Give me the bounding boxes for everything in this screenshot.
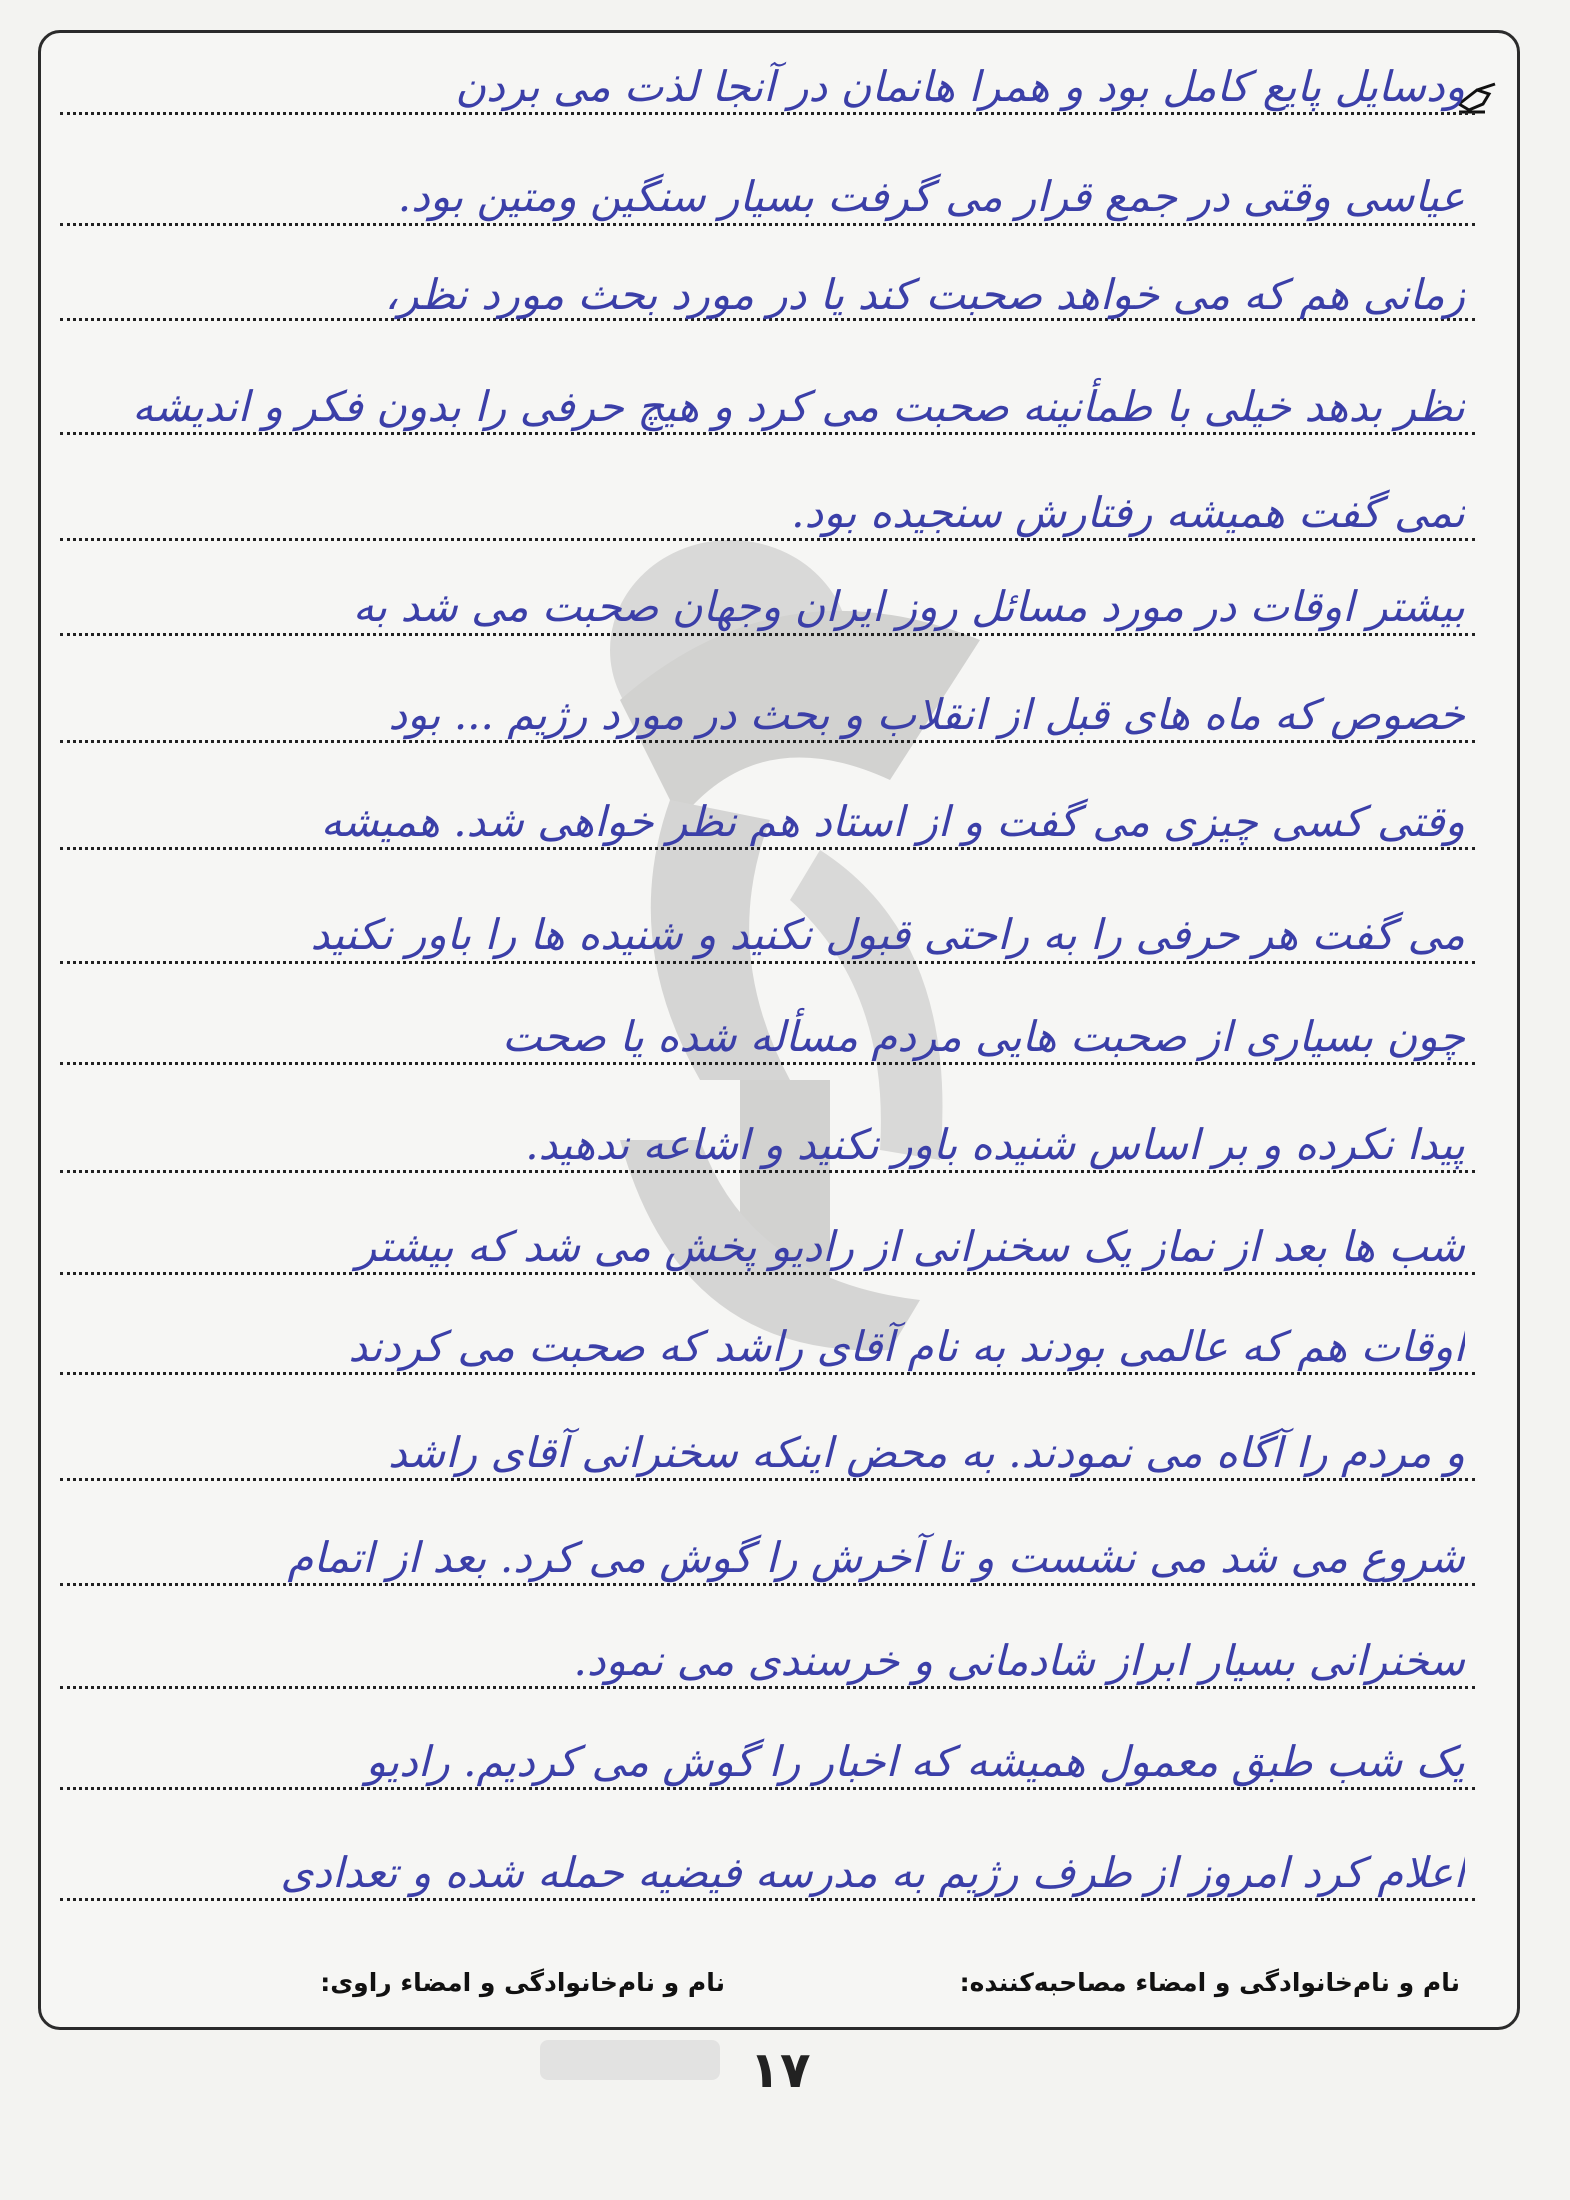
handwritten-line: سخنرانی بسیار ابراز شادمانی و خرسندی می نمود. (573, 1636, 1465, 1685)
interviewer-signature-label: نام و نام‌خانوادگی و امضاء مصاحبه‌کننده: (959, 1968, 1460, 1997)
handwritten-line: خصوص که ماه های قبل از انقلاب و بحث در مورد رژیم ... بود (388, 690, 1465, 739)
handwritten-line: شب ها بعد از نماز یک سخنرانی از رادیو پخش می شد که بیشتر (355, 1222, 1465, 1271)
narrator-signature-label: نام و نام‌خانوادگی و امضاء راوی: (320, 1968, 725, 1997)
handwritten-line: عیاسی وقتی در جمع قرار می گرفت بسیار سنگین ومتین بود. (397, 172, 1465, 221)
handwritten-line: یک شب طبق معمول همیشه که اخبار را گوش می کردیم. رادیو (365, 1737, 1465, 1786)
handwritten-line: اعلام کرد امروز از طرف رژیم به مدرسه فیضیه حمله شده و تعدادی (280, 1848, 1465, 1897)
handwritten-line: چون بسیاری از صحبت هایی مردم مسأله شده یا صحت (502, 1012, 1465, 1061)
handwritten-line: می گفت هر حرفی را به راحتی قبول نکنید و شنیده ها را باور نکنید (310, 910, 1465, 959)
handwritten-line: نمی گفت همیشه رفتارش سنجیده بود. (791, 488, 1465, 537)
handwritten-line: ودسایل پایع کامل بود و همرا هانمان در آنجا لذت می بردن (455, 62, 1465, 111)
handwritten-line: و مردم را آگاه می نمودند. به محض اینکه سخنرانی آقای راشد (387, 1428, 1465, 1477)
handwritten-line: بیشتر اوقات در مورد مسائل روز ایران وجهان صحبت می شد به (352, 582, 1465, 631)
page-number: ۱۷ (749, 2041, 811, 2099)
handwritten-line: نظر بدهد خیلی با طمأنینه صحبت می کرد و هیچ حرفی را بدون فکر و اندیشه (132, 382, 1465, 431)
handwritten-line: پیدا نکرده و بر اساس شنیده باور نکنید و اشاعه ندهید. (525, 1120, 1465, 1169)
stamp-smudge (540, 2030, 720, 2090)
handwritten-line: اوقات هم که عالمی بودند به نام آقای راشد که صحبت می کردند (348, 1322, 1465, 1371)
handwritten-line: شروع می شد می نشست و تا آخرش را گوش می کرد. بعد از اتمام (287, 1533, 1465, 1582)
handwritten-line: زمانی هم که می خواهد صحبت کند یا در مورد بحث مورد نظر، (384, 270, 1465, 319)
handwritten-line: وقتی کسی چیزی می گفت و از استاد هم نظر خواهی شد. همیشه (320, 797, 1465, 846)
